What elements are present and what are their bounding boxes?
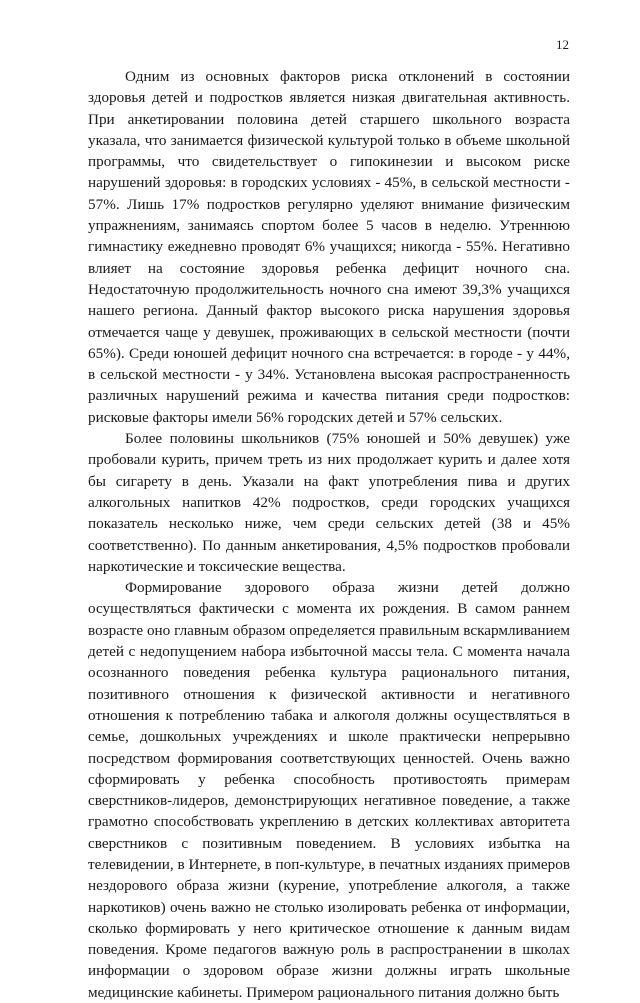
document-body bbox=[88, 66, 570, 1003]
paragraph-healthy-lifestyle: Формирование здорового образа жизни детей должно осуществляться фактически с момента их рождения. В самом раннем возрасте оно главным образом определяется правильным вскармливанием детей с недопущением набора избыточной массы тела. С момента начала осознанного поведения ребенка культура рационального питания, позитивного отношения к физической активности и негативного отношения к потреблению табака и алкоголя должны осуществляться в семье, дошкольных учреждениях и школе практически непрерывно посредством формирования соответствующих ценностей. Очень важно сформировать у ребенка способность противостоять примерам сверстников-лидеров, демонстрирующих негативное поведение, а также грамотно способствовать укреплению в детских коллективах авторитета сверстников с позитивным поведением. В условиях избытка на телевидении, в Интернете, в поп-культуре, в печатных изданиях примеров нездорового образа жизни (курение, употребление алкоголя, а также наркотиков) очень важно не столько изолировать ребенка от информации, сколько формировать у него критическое отношение к данным видам поведения. Кроме педагогов важную роль в распространении в школах информации о здоровом образе жизни должны играть школьные медицинские кабинеты. Примером рационального питания должно быть bbox=[88, 579, 570, 1001]
paragraph-physical-activity: Одним из основных факторов риска отклонений в состоянии здоровья детей и подростков является низкая двигательная активность. При анкетировании половина детей старшего школьного возраста указала, что занимается физической культурой только в объеме школьной программы, что свидетельствует о гипокинезии и высоком риске нарушений здоровья: в городских условиях - 45%, в сельской местности - 57%. Лишь 17% подростков регулярно уделяют внимание физическим упражнениям, занимаясь спортом более 5 часов в неделю. Утреннюю гимнастику ежедневно проводят 6% учащихся; никогда - 55%. Негативно влияет на состояние здоровья ребенка дефицит ночного сна. Недостаточную продолжительность ночного сна имеют 39,3% учащихся нашего региона. Данный фактор высокого риска нарушения здоровья отмечается чаще у девушек, проживающих в сельской местности (почти 65%). Среди юношей дефицит ночного сна встречается: в городе - у 44%, в сельской местности - у 34%. Установлена высокая распространенность различных нарушений режима и качества питания среди подростков: рисковые факторы имели 56% городских детей и 57% сельских. bbox=[88, 68, 570, 426]
paragraph-smoking-alcohol: Более половины школьников (75% юношей и 50% девушек) уже пробовали курить, причем треть из них продолжает курить и далее хотя бы сигарету в день. Указали на факт употребления пива и других алкогольных напитков 42% подростков, среди городских учащихся показатель несколько ниже, чем среди сельских детей (38 и 45% соответственно). По данным анкетирования, 4,5% подростков пробовали наркотические и токсические вещества. bbox=[88, 430, 570, 575]
page-number: 12 bbox=[556, 37, 569, 52]
